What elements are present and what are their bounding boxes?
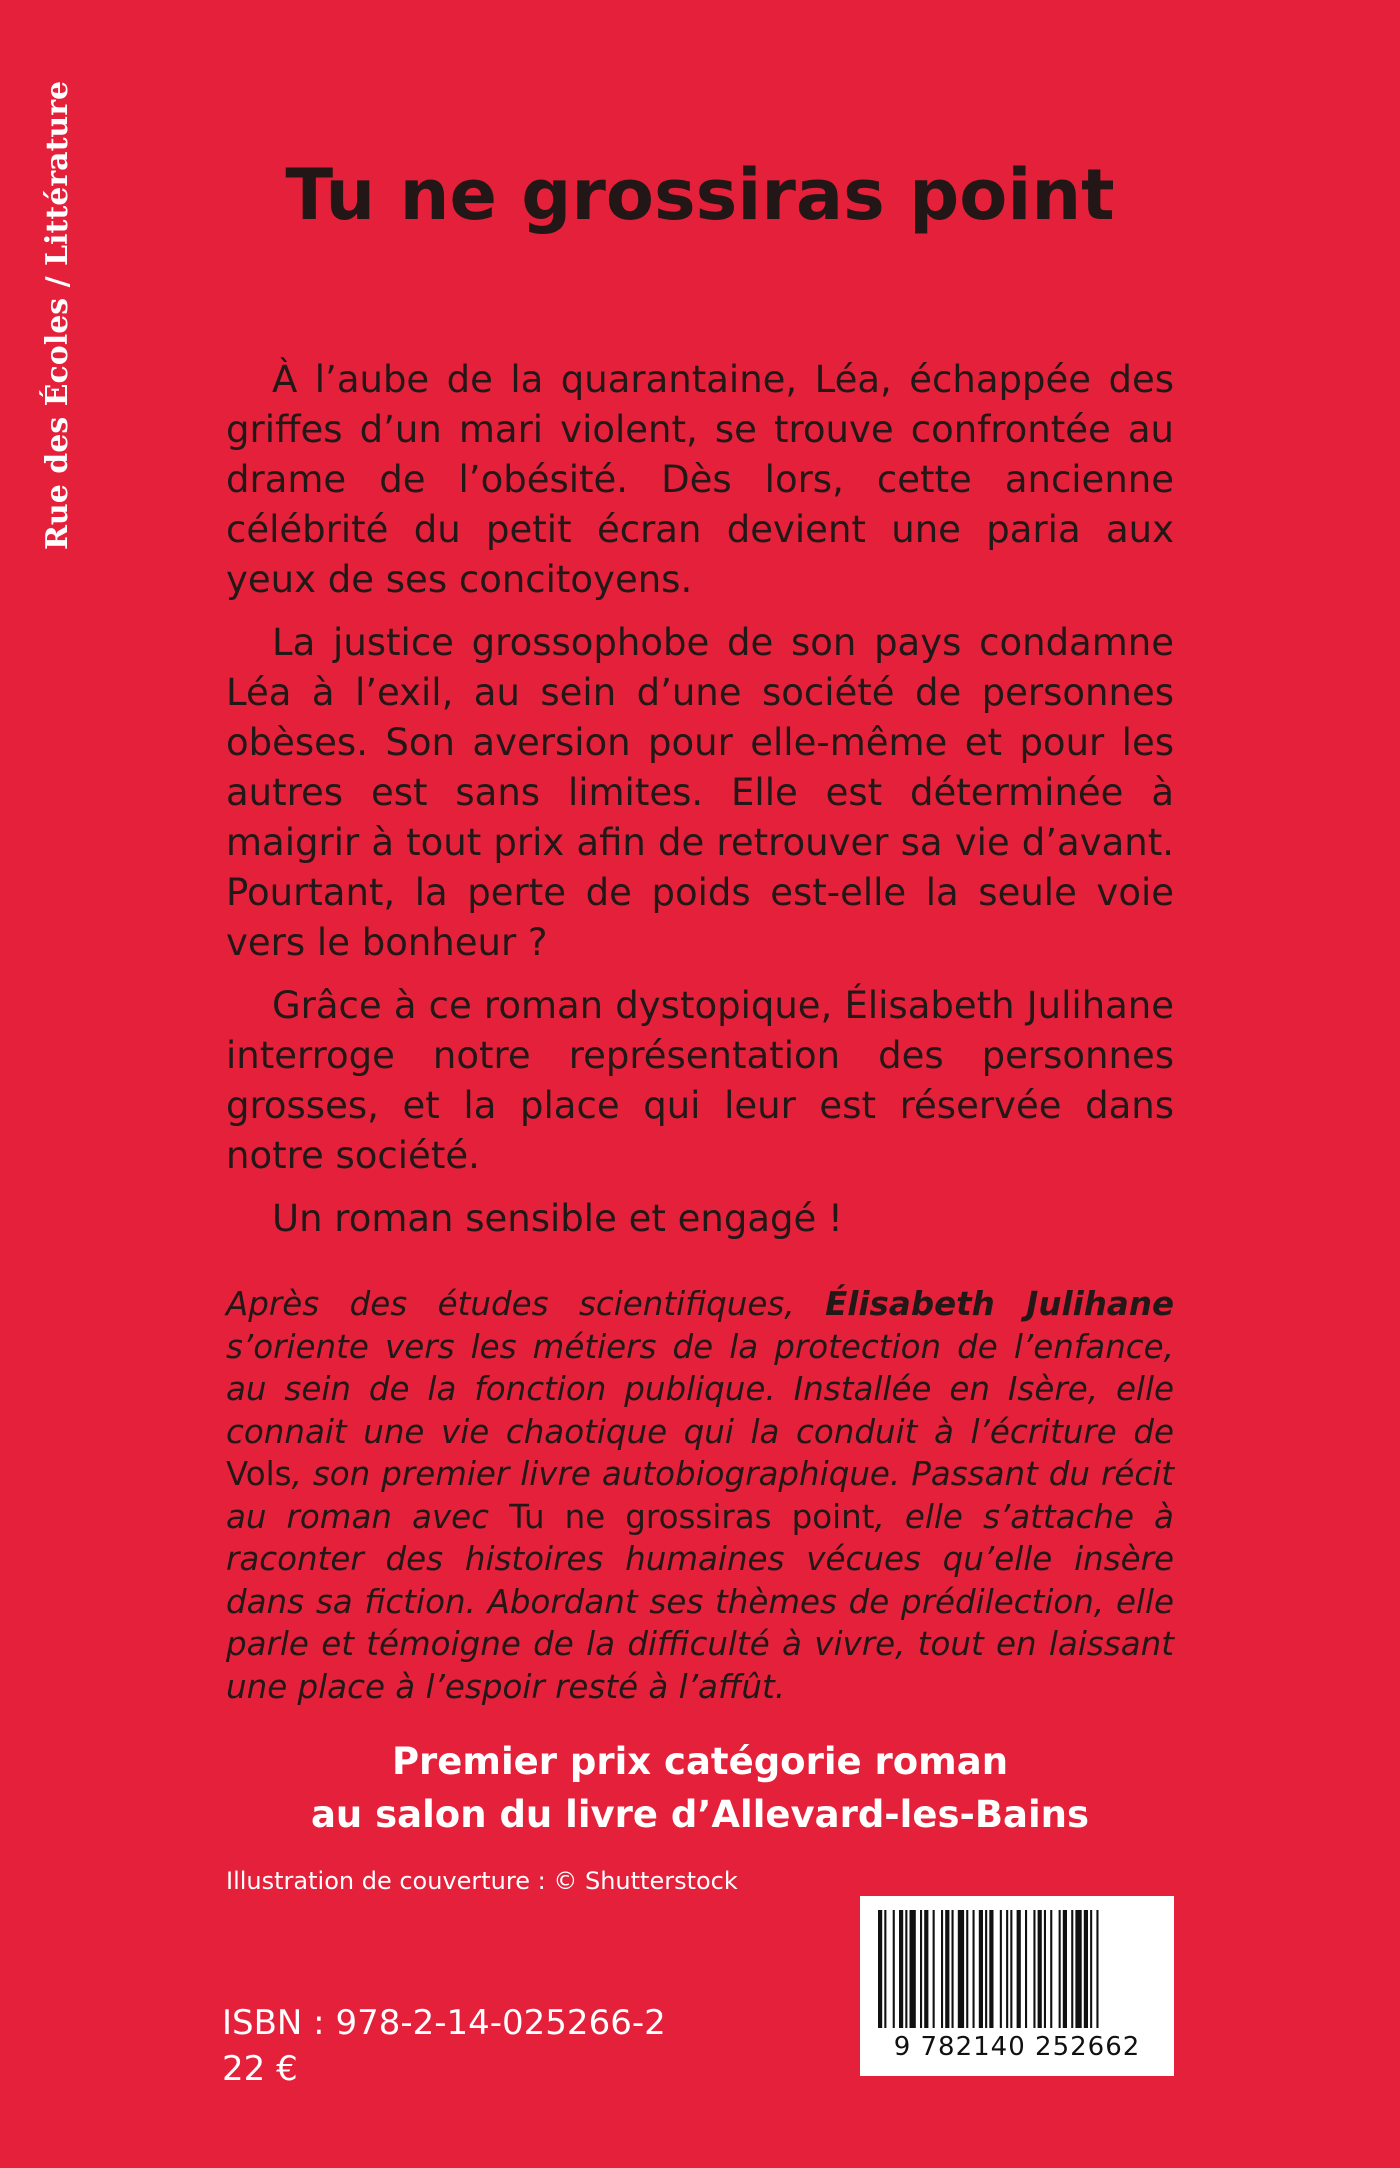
blurb-paragraph: Grâce à ce roman dystopique, Élisabeth Julihane interroge notre représentation des personnes grosses, et la place qui leur est réservée dans notre société. bbox=[226, 984, 1174, 1177]
barcode-bar bbox=[1025, 1910, 1027, 2028]
barcode-bar bbox=[945, 1910, 949, 2028]
bio-text: , son premier livre autobiographique. Passant du récit au roman avec bbox=[226, 1455, 1174, 1536]
barcode-bar bbox=[1044, 1910, 1046, 2028]
barcode-digits: 9 782140 252662 bbox=[893, 2032, 1141, 2062]
book-reference: Tu ne grossiras point bbox=[509, 1497, 875, 1536]
barcode-bar bbox=[1000, 1910, 1002, 2028]
barcode-bar bbox=[933, 1910, 935, 2028]
author-bio bbox=[226, 1283, 1174, 1708]
award-notice bbox=[0, 1735, 1400, 1841]
barcode-bar bbox=[973, 1910, 975, 2028]
award-line: Premier prix catégorie roman bbox=[391, 1740, 1009, 1783]
author-name: Élisabeth Julihane bbox=[825, 1285, 1175, 1323]
barcode-bar bbox=[1071, 1910, 1073, 2028]
blurb-paragraph: La justice grossophobe de son pays condamne Léa à l’exil, au sein d’une société de personnes obèses. Son aversion pour elle-même et pour les autres est sans limites. Elle est déterminée à maigrir à tout prix afin de retrouver sa vie d’avant. Pourtant, la perte de poids est-elle la seule voie vers le bonheur ? bbox=[226, 621, 1174, 964]
barcode-bar bbox=[966, 1910, 968, 2028]
book-title: Tu ne grossiras point bbox=[285, 154, 1115, 236]
book-reference: Vols bbox=[226, 1455, 292, 1493]
barcode-bar bbox=[1059, 1910, 1061, 2028]
barcode-bar bbox=[1075, 1910, 1081, 2028]
barcode-bar bbox=[985, 1910, 987, 2028]
barcode-bar bbox=[1010, 1910, 1012, 2028]
bio-text: Après des études scientifiques, bbox=[226, 1285, 826, 1323]
barcode-bar bbox=[899, 1910, 903, 2028]
illustration-credit: Illustration de couverture : © Shutterstock bbox=[226, 1867, 738, 1895]
barcode-bar bbox=[989, 1910, 993, 2028]
barcode-bar bbox=[1006, 1910, 1008, 2028]
barcode-bar bbox=[979, 1910, 983, 2028]
blurb-tagline: Un roman sensible et engagé ! bbox=[272, 1197, 843, 1240]
barcode-bar bbox=[958, 1910, 964, 2028]
barcode-bar bbox=[952, 1910, 954, 2028]
isbn-number: ISBN : 978-2-14-025266-2 bbox=[222, 2003, 666, 2043]
back-cover-blurb bbox=[226, 355, 1174, 1257]
barcode-bar bbox=[1017, 1910, 1021, 2028]
barcode-bar bbox=[1050, 1910, 1052, 2028]
barcode-bar bbox=[893, 1910, 895, 2028]
barcode-bars bbox=[872, 1910, 1162, 2028]
price: 22 € bbox=[222, 2049, 298, 2089]
barcode-bar bbox=[910, 1910, 916, 2028]
barcode-bar bbox=[1096, 1910, 1098, 2028]
barcode-bar bbox=[920, 1910, 922, 2028]
barcode-bar bbox=[1063, 1910, 1067, 2028]
blurb-paragraph: À l’aube de la quarantaine, Léa, échappée des griffes d’un mari violent, se trouve confrontée au drame de l’obésité. Dès lors, cette ancienne célébrité du petit écran devient une paria aux yeux de ses concitoyens. bbox=[226, 358, 1174, 601]
publication-info bbox=[222, 2000, 666, 2092]
bio-text: , elle s’attache à raconter des histoires humaines vécues qu’elle insère dans sa fiction. Abordant ses thèmes de prédilection, elle parle et témoigne de la difficulté à vivre, tout en laissant une place à l’espoir resté à l’affût. bbox=[226, 1497, 1174, 1706]
barcode-bar bbox=[1038, 1910, 1042, 2028]
bio-text: s’oriente vers les métiers de la protection de l’enfance, au sein de la fonction publique. Installée en Isère, elle connait une vie chaotique qui la conduit à l’écriture de bbox=[226, 1327, 1174, 1451]
barcode-bar bbox=[884, 1910, 886, 2028]
barcode-bar bbox=[878, 1910, 882, 2028]
award-line: au salon du livre d’Allevard-les-Bains bbox=[310, 1793, 1090, 1836]
barcode bbox=[860, 1896, 1174, 2076]
barcode-bar bbox=[905, 1910, 907, 2028]
spine-text: Rue des Écoles / Littérature bbox=[40, 80, 75, 550]
barcode-bar bbox=[941, 1910, 943, 2028]
barcode-bar bbox=[924, 1910, 928, 2028]
barcode-bar bbox=[1033, 1910, 1035, 2028]
barcode-bar bbox=[1090, 1910, 1092, 2028]
barcode-bar bbox=[1084, 1910, 1088, 2028]
